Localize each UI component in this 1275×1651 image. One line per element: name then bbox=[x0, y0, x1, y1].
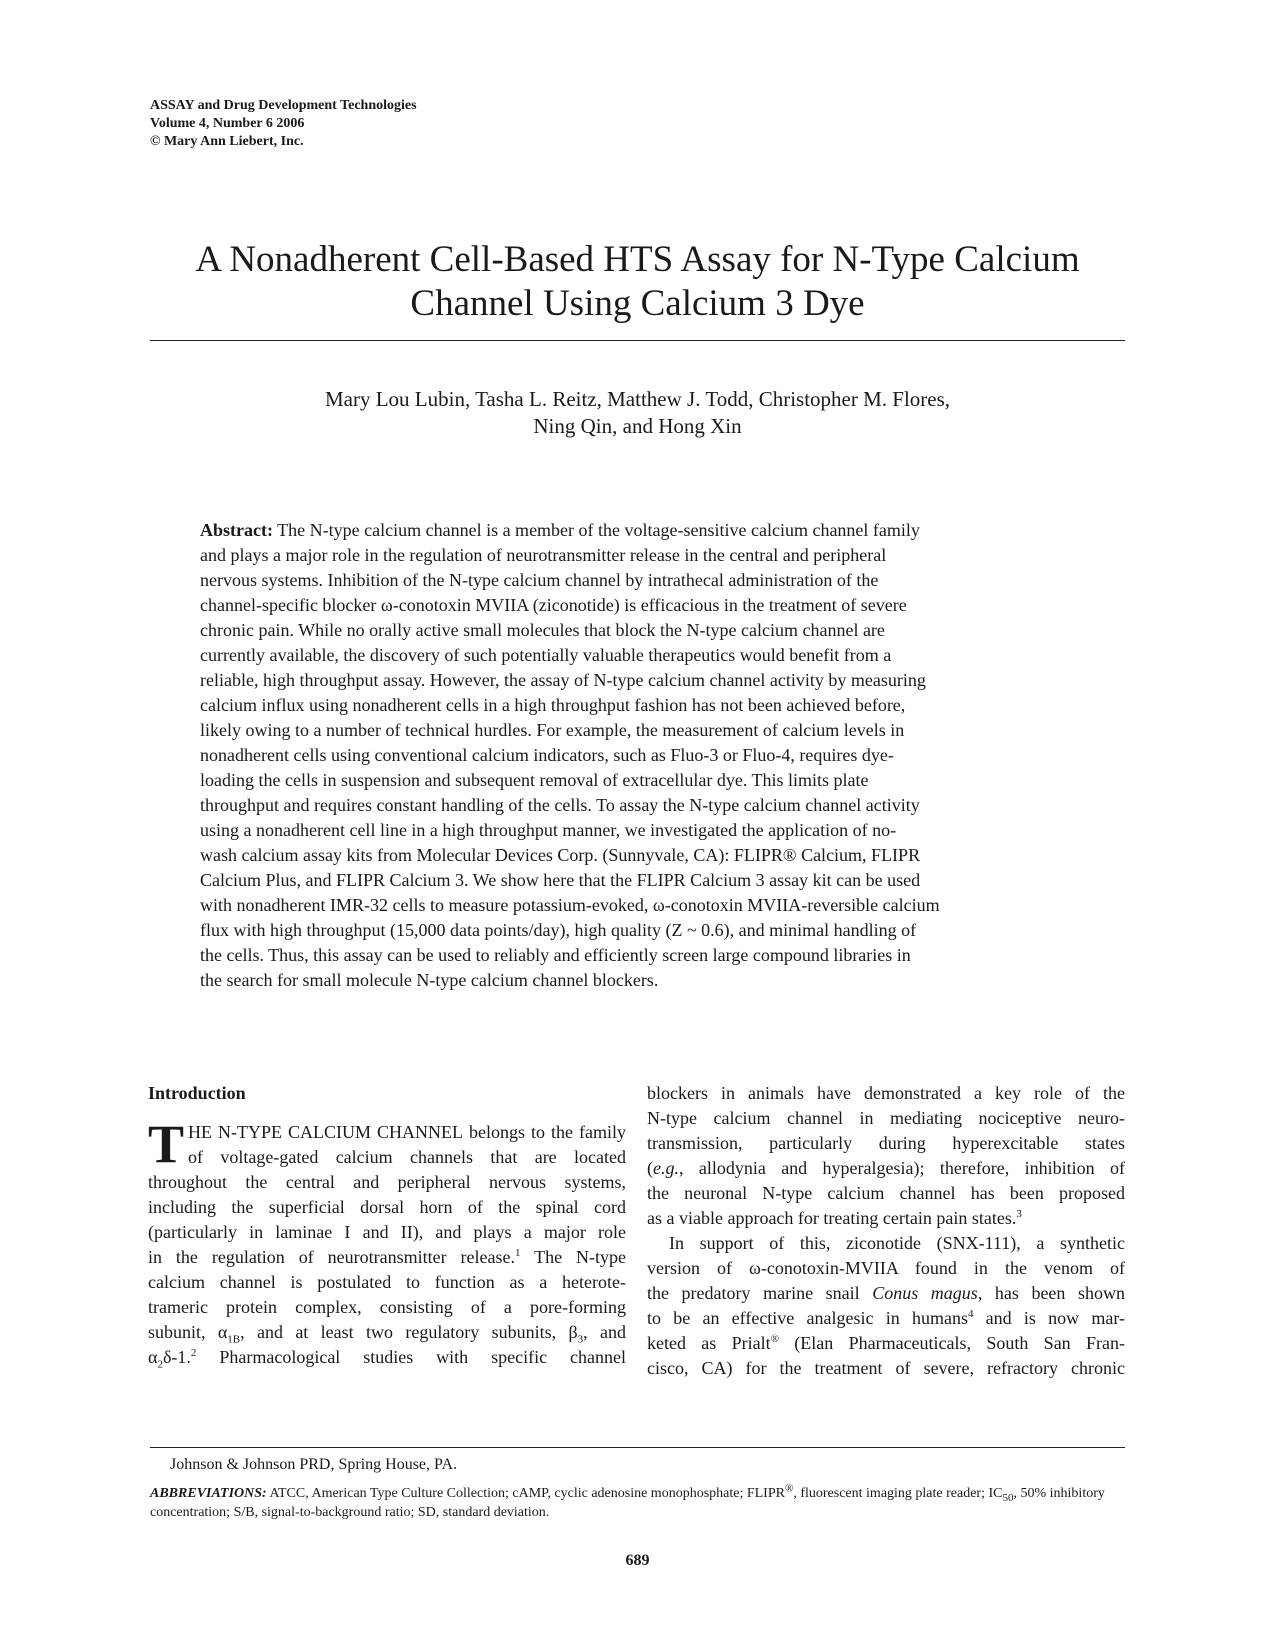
body-line: keted as Prialt® (Elan Pharmaceuticals, South San Fran- bbox=[647, 1333, 1125, 1353]
journal-copyright: © Mary Ann Liebert, Inc. bbox=[150, 134, 304, 149]
abstract-line: the search for small molecule N-type calcium channel blockers. bbox=[200, 970, 659, 990]
title-line-2: Channel Using Calcium 3 Dye bbox=[410, 283, 865, 324]
footnote-divider bbox=[150, 1447, 1125, 1448]
abstract-line: loading the cells in suspension and subsequent removal of extracellular dye. This limits plate bbox=[200, 770, 869, 790]
body-line: blockers in animals have demonstrated a key role of the bbox=[647, 1083, 1125, 1103]
body-line: in the regulation of neurotransmitter release.$^1$ The N-type bbox=[148, 1247, 626, 1267]
journal-header bbox=[150, 97, 417, 151]
left-column bbox=[148, 1081, 626, 1370]
abstract-line: with nonadherent IMR-32 cells to measure potassium-evoked, ω-conotoxin MVIIA-reversible calcium bbox=[200, 895, 940, 915]
abstract-line: throughput and requires constant handling of the cells. To assay the N-type calcium channel activity bbox=[200, 795, 920, 815]
body-line: HE N-TYPE CALCIUM CHANNEL belongs to the family bbox=[188, 1122, 626, 1142]
abstract-line: using a nonadherent cell line in a high throughput manner, we investigated the application of no- bbox=[200, 820, 897, 840]
right-column bbox=[647, 1081, 1125, 1381]
journal-volume: Volume 4, Number 6 2006 bbox=[150, 116, 305, 131]
body-line: N-type calcium channel in mediating nociceptive neuro- bbox=[647, 1108, 1125, 1128]
abstract-line: Abstract: The N-type calcium channel is a member of the voltage-sensitive calcium channel family bbox=[200, 520, 920, 540]
body-line: $\alpha_2\delta-1.^2$ Pharmacological studies with specific channel bbox=[148, 1347, 626, 1371]
body-line: the predatory marine snail Conus magus, has been shown bbox=[647, 1283, 1125, 1303]
body-line: transmission, particularly during hyperexcitable states bbox=[647, 1133, 1125, 1153]
abstract-line: flux with high throughput (15,000 data points/day), high quality (Z ~ 0.6), and minimal handling of bbox=[200, 920, 917, 940]
journal-name: ASSAY and Drug Development Technologies bbox=[150, 98, 417, 113]
title-divider bbox=[150, 340, 1125, 341]
abbreviations: ABBREVIATIONS: ATCC, American Type Culture Collection; cAMP, cyclic adenosine monophosphate; FLIPR®, fluorescent imaging plate reader; $IC_{50}$, 50% inhibitory concentration; S/B, signal-to-background ratio; SD, standard deviation. bbox=[150, 1482, 1105, 1520]
section-heading-introduction: Introduction bbox=[148, 1083, 246, 1103]
abstract-line: Calcium Plus, and FLIPR Calcium 3. We show here that the FLIPR Calcium 3 assay kit can be used bbox=[200, 870, 921, 890]
body-line: to be an effective analgesic in humans$^4$ and is now mar- bbox=[647, 1308, 1125, 1328]
affiliation: Johnson & Johnson PRD, Spring House, PA. bbox=[170, 1456, 458, 1473]
authors-line-2: Ning Qin, and Hong Xin bbox=[533, 414, 742, 438]
abstract-line: wash calcium assay kits from Molecular Devices Corp. (Sunnyvale, CA): FLIPR® Calcium, FLIPR bbox=[200, 845, 921, 865]
abstract-line: channel-specific blocker ω-conotoxin MVIIA (ziconotide) is efficacious in the treatment of severe bbox=[200, 595, 907, 615]
body-line: (e.g., allodynia and hyperalgesia); therefore, inhibition of bbox=[647, 1158, 1125, 1178]
body-line: cisco, CA) for the treatment of severe, refractory chronic bbox=[647, 1358, 1125, 1378]
body-line: as a viable approach for treating certain pain states.$^3$ bbox=[647, 1208, 1022, 1228]
abstract-line: currently available, the discovery of such potentially valuable therapeutics would benefit from a bbox=[200, 645, 892, 665]
body-line: including the superficial dorsal horn of the spinal cord bbox=[148, 1197, 626, 1217]
body-line: In support of this, ziconotide (SNX-111), a synthetic bbox=[669, 1233, 1125, 1253]
title-line-1: A Nonadherent Cell-Based HTS Assay for N-Type Calcium bbox=[195, 239, 1080, 280]
abstract-line: nervous systems. Inhibition of the N-type calcium channel by intrathecal administration of the bbox=[200, 570, 879, 590]
drop-cap: T bbox=[148, 1114, 185, 1174]
body-line: of voltage-gated calcium channels that are located bbox=[188, 1147, 626, 1167]
body-line: throughout the central and peripheral nervous systems, bbox=[148, 1172, 626, 1192]
abstract-line: likely owing to a number of technical hurdles. For example, the measurement of calcium levels in bbox=[200, 720, 905, 740]
body-line: version of ω-conotoxin-MVIIA found in the venom of bbox=[647, 1258, 1125, 1278]
body-line: (particularly in laminae I and II), and plays a major role bbox=[148, 1222, 626, 1242]
abstract-line: the cells. Thus, this assay can be used to reliably and efficiently screen large compound libraries in bbox=[200, 945, 911, 965]
abstract-line: chronic pain. While no orally active small molecules that block the N-type calcium channel are bbox=[200, 620, 885, 640]
body-line: calcium channel is postulated to function as a heterote- bbox=[148, 1272, 626, 1292]
authors-line-1: Mary Lou Lubin, Tasha L. Reitz, Matthew J. Todd, Christopher M. Flores, bbox=[324, 387, 951, 411]
abstract-line: and plays a major role in the regulation of neurotransmitter release in the central and peripheral bbox=[200, 545, 887, 565]
abstract-line: calcium influx using nonadherent cells in a high throughput fashion has not been achieved before, bbox=[200, 695, 906, 715]
page-number: 689 bbox=[625, 1552, 650, 1569]
author-list bbox=[150, 386, 1125, 440]
paper-title bbox=[130, 238, 1145, 326]
body-line: the neuronal N-type calcium channel has been proposed bbox=[647, 1183, 1125, 1203]
abstract-label: Abstract: bbox=[200, 520, 273, 540]
abstract-line: nonadherent cells using conventional calcium indicators, such as Fluo-3 or Fluo-4, requires dye- bbox=[200, 745, 894, 765]
abstract-line: reliable, high throughput assay. However, the assay of N-type calcium channel activity by measuring bbox=[200, 670, 926, 690]
abstract bbox=[200, 518, 1080, 993]
body-line: subunit, $\alpha_{1B}$, and at least two regulatory subunits, $\beta_3$, and bbox=[148, 1322, 627, 1346]
body-line: trameric protein complex, consisting of a pore-forming bbox=[148, 1297, 626, 1317]
